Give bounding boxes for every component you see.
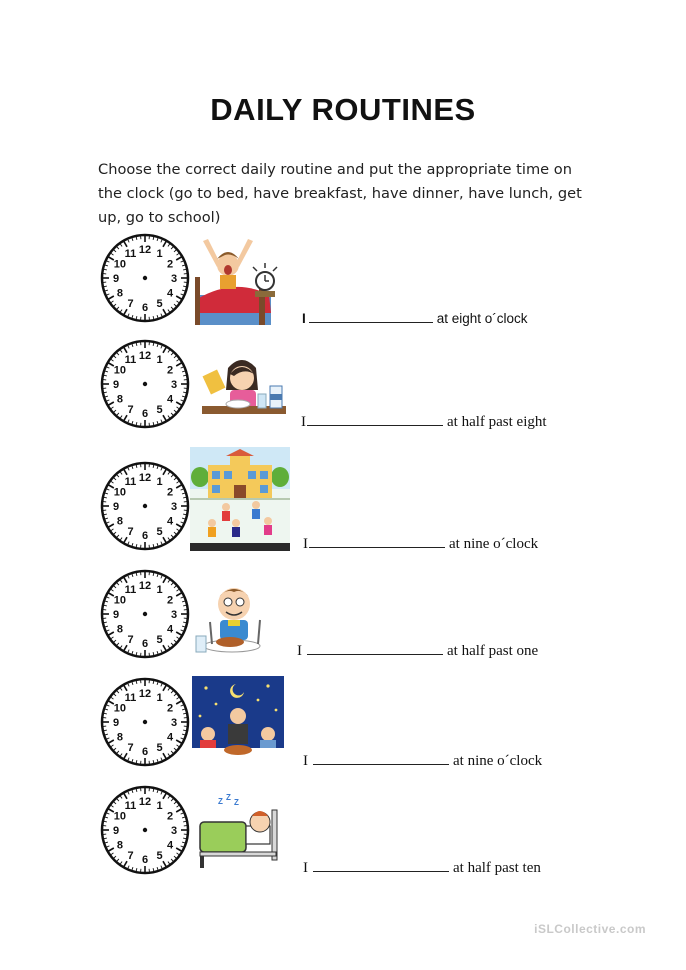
clock-tick: [104, 838, 107, 839]
routine-row-3: [0, 460, 686, 560]
clock-tick: [136, 652, 137, 655]
clock-number: 11: [124, 353, 137, 366]
clock-number: 3: [170, 825, 178, 837]
clock-tick: [136, 343, 137, 346]
clock-tick: [104, 730, 107, 731]
clock-number: 11: [124, 799, 137, 812]
clock-face[interactable]: [99, 676, 191, 768]
routine-row-1: [0, 232, 686, 332]
clock-number: 7: [127, 404, 134, 417]
clock-tick: [153, 316, 154, 319]
clock-number: 12: [138, 472, 152, 484]
clock-number: 10: [113, 486, 127, 499]
clock-number: 4: [167, 287, 174, 300]
clock-number: 7: [127, 634, 134, 647]
clock-number: 2: [167, 486, 174, 499]
clock-face[interactable]: [99, 232, 191, 324]
clock-number: 7: [127, 742, 134, 755]
clock-tick: [136, 789, 137, 792]
clock-tick: [136, 573, 137, 576]
clock-number: 4: [167, 623, 174, 636]
clock-tick: [104, 269, 107, 270]
clock-tick: [136, 681, 137, 684]
answer-line: I at nine o´clock: [303, 753, 543, 769]
clock-face[interactable]: [99, 784, 191, 876]
clock-number: 2: [167, 364, 174, 377]
clock-tick: [183, 730, 186, 731]
clock-number: 5: [156, 298, 163, 311]
clock-number: 4: [167, 393, 174, 406]
answer-blank[interactable]: [309, 546, 445, 548]
clock-number: 5: [156, 742, 163, 755]
clock-number: 2: [167, 810, 174, 823]
school-picture: [190, 447, 290, 551]
clock-number: 2: [167, 702, 174, 715]
clock-number: 6: [141, 408, 149, 420]
clock-number: 2: [167, 258, 174, 271]
clock-tick: [153, 652, 154, 655]
clock-tick: [104, 514, 107, 515]
svg-text:Z: Z: [218, 797, 223, 806]
clock-tick: [104, 622, 107, 623]
clock-tick: [104, 375, 107, 376]
clock-number: 7: [127, 526, 134, 539]
routine-row-2: [0, 338, 686, 438]
clock-tick: [183, 838, 186, 839]
clock-number: 12: [138, 580, 152, 592]
answer-blank[interactable]: [313, 763, 449, 765]
clock-number: 6: [141, 530, 149, 542]
clock-center: [143, 720, 147, 724]
clock-center: [143, 612, 147, 616]
clock-tick: [153, 343, 154, 346]
instructions: Choose the correct daily routine and put the appropriate time on the clock (go to bed, have breakfast, have dinner, have lunch, get up, go to school): [98, 161, 582, 226]
clock-tick: [153, 681, 154, 684]
routine-row-4: [0, 568, 686, 668]
clock-number: 3: [170, 501, 178, 513]
clock-number: 4: [167, 839, 174, 852]
clock-number: 10: [113, 810, 127, 823]
lunch-picture: [192, 576, 274, 658]
clock-number: 11: [124, 247, 137, 260]
clock-tick: [183, 497, 186, 498]
clock-number: 9: [112, 825, 120, 837]
clock-tick: [153, 465, 154, 468]
clock-tick: [136, 544, 137, 547]
clock-face[interactable]: [99, 338, 191, 430]
clock-tick: [183, 375, 186, 376]
clock-tick: [153, 544, 154, 547]
clock-tick: [136, 237, 137, 240]
clock-number: 2: [167, 594, 174, 607]
clock-number: 5: [156, 634, 163, 647]
clock-tick: [136, 868, 137, 871]
clock-number: 8: [116, 393, 123, 406]
watermark: iSLCollective.com: [534, 922, 646, 936]
answer-line: I at nine o´clock: [303, 536, 539, 552]
answer-line: I at half past eight: [301, 414, 547, 430]
clock-tick: [136, 422, 137, 425]
clock-number: 5: [156, 404, 163, 417]
sleeping-picture: [196, 792, 280, 872]
clock-number: 12: [138, 350, 152, 362]
breakfast-picture: [198, 354, 290, 424]
clock-tick: [183, 821, 186, 822]
clock-number: 6: [141, 854, 149, 866]
clock-number: 1: [156, 583, 163, 596]
clock-number: 1: [156, 247, 163, 260]
clock-number: 1: [156, 691, 163, 704]
clock-number: 6: [141, 746, 149, 758]
clock-number: 8: [116, 731, 123, 744]
clock-tick: [183, 392, 186, 393]
clock-tick: [153, 868, 154, 871]
clock-tick: [153, 422, 154, 425]
clock-number: 12: [138, 688, 152, 700]
clock-center: [143, 504, 147, 508]
clock-tick: [136, 760, 137, 763]
clock-tick: [183, 605, 186, 606]
clock-tick: [183, 622, 186, 623]
clock-number: 9: [112, 609, 120, 621]
clock-number: 3: [170, 379, 178, 391]
clock-number: 12: [138, 244, 152, 256]
answer-blank[interactable]: [307, 653, 443, 655]
dinner-picture: [192, 676, 284, 768]
clock-tick: [183, 514, 186, 515]
clock-number: 7: [127, 850, 134, 863]
clock-number: 3: [170, 273, 178, 285]
answer-blank[interactable]: [307, 424, 443, 426]
clock-face[interactable]: [99, 460, 191, 552]
clock-tick: [104, 497, 107, 498]
clock-number: 6: [141, 638, 149, 650]
clock-number: 11: [124, 475, 137, 488]
answer-line: I at eight o´clock: [302, 311, 528, 326]
answer-line: I at half past one: [297, 643, 539, 659]
clock-tick: [104, 713, 107, 714]
clock-number: 10: [113, 364, 127, 377]
clock-center: [143, 382, 147, 386]
clock-tick: [104, 286, 107, 287]
clock-tick: [136, 465, 137, 468]
clock-number: 9: [112, 379, 120, 391]
clock-tick: [153, 760, 154, 763]
routine-row-5: [0, 676, 686, 776]
routine-row-6: [0, 784, 686, 884]
clock-tick: [183, 713, 186, 714]
clock-number: 9: [112, 273, 120, 285]
clock-face[interactable]: [99, 568, 191, 660]
clock-number: 5: [156, 526, 163, 539]
clock-number: 3: [170, 717, 178, 729]
answer-blank[interactable]: [309, 321, 433, 323]
clock-number: 4: [167, 515, 174, 528]
clock-number: 11: [124, 691, 137, 704]
clock-number: 5: [156, 850, 163, 863]
clock-tick: [104, 605, 107, 606]
clock-tick: [183, 286, 186, 287]
clock-tick: [153, 573, 154, 576]
clock-number: 7: [127, 298, 134, 311]
clock-number: 12: [138, 796, 152, 808]
clock-tick: [153, 237, 154, 240]
svg-text:Z: Z: [234, 798, 239, 807]
waking-up-picture: [195, 237, 281, 325]
clock-number: 1: [156, 475, 163, 488]
clock-number: 1: [156, 799, 163, 812]
clock-tick: [183, 269, 186, 270]
clock-number: 10: [113, 702, 127, 715]
clock-number: 1: [156, 353, 163, 366]
clock-number: 4: [167, 731, 174, 744]
clock-tick: [136, 316, 137, 319]
answer-blank[interactable]: [313, 870, 449, 872]
clock-number: 8: [116, 839, 123, 852]
clock-tick: [104, 821, 107, 822]
clock-number: 11: [124, 583, 137, 596]
clock-number: 9: [112, 717, 120, 729]
svg-text:Z: Z: [226, 793, 231, 802]
page-title: DAILY ROUTINES: [210, 92, 476, 127]
clock-number: 8: [116, 287, 123, 300]
clock-number: 6: [141, 302, 149, 314]
answer-line: I at half past ten: [303, 860, 541, 876]
clock-center: [143, 276, 147, 280]
clock-number: 8: [116, 515, 123, 528]
clock-number: 10: [113, 258, 127, 271]
clock-tick: [153, 789, 154, 792]
clock-tick: [104, 392, 107, 393]
clock-number: 8: [116, 623, 123, 636]
clock-number: 10: [113, 594, 127, 607]
clock-number: 9: [112, 501, 120, 513]
clock-number: 3: [170, 609, 178, 621]
clock-center: [143, 828, 147, 832]
